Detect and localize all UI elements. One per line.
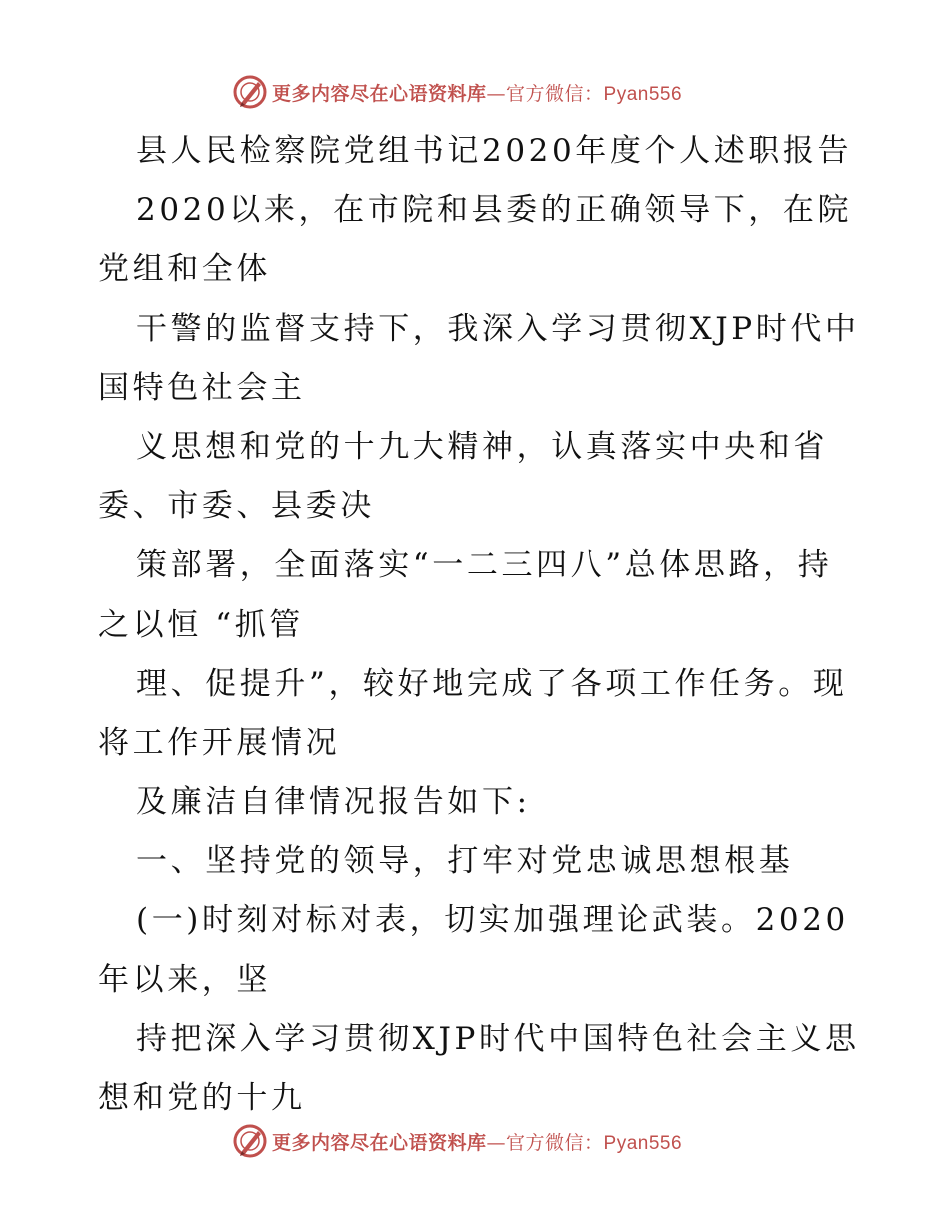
watermark-separator: —	[486, 1131, 507, 1154]
document-line: 县人民检察院党组书记2020年度个人述职报告	[136, 133, 853, 169]
watermark-brand: 更多内容尽在心语资料库	[272, 82, 487, 105]
watermark-brand: 更多内容尽在心语资料库	[272, 1131, 487, 1154]
document-body	[98, 122, 858, 1128]
document-line: 想和党的十九	[98, 1080, 306, 1116]
document-line: 理、促提升”，较好地完成了各项工作任务。现	[136, 665, 848, 702]
watermark-text	[272, 1128, 682, 1155]
watermark-wechat-id: Pyan556	[603, 1132, 683, 1154]
document-line: 2020以来，在市院和县委的正确领导下，在院	[136, 192, 853, 229]
document-line: 国特色社会主	[98, 369, 306, 406]
watermark-text	[272, 79, 682, 106]
header-watermark	[232, 72, 752, 112]
watermark-contact-label: 官方微信：	[506, 1131, 604, 1154]
document-line: 干警的监督支持下，我深入学习贯彻XJP时代中	[136, 310, 860, 347]
pen-logo-icon	[232, 1123, 268, 1159]
footer-watermark	[232, 1121, 752, 1161]
document-line: 持把深入学习贯彻XJP时代中国特色社会主义思	[136, 1020, 860, 1057]
pen-logo-icon	[232, 74, 268, 110]
document-line: 一、坚持党的领导，打牢对党忠诚思想根基	[136, 843, 794, 880]
document-line: 将工作开展情况	[98, 724, 341, 761]
document-line: 年以来，坚	[98, 961, 271, 998]
watermark-separator: —	[486, 82, 507, 105]
document-line: (一)时刻对标对表，切实加强理论武装。2020	[136, 902, 849, 939]
document-line: 及廉洁自律情况报告如下:	[136, 784, 531, 821]
watermark-wechat-id: Pyan556	[603, 83, 683, 105]
document-line: 之以恒 “抓管	[98, 606, 304, 643]
document-line: 义思想和党的十九大精神，认真落实中央和省	[136, 428, 828, 465]
document-line: 策部署，全面落实“一二三四八”总体思路，持	[136, 547, 833, 584]
document-line: 委、市委、县委决	[98, 488, 375, 525]
watermark-contact-label: 官方微信：	[506, 82, 604, 105]
document-line: 党组和全体	[98, 251, 271, 288]
